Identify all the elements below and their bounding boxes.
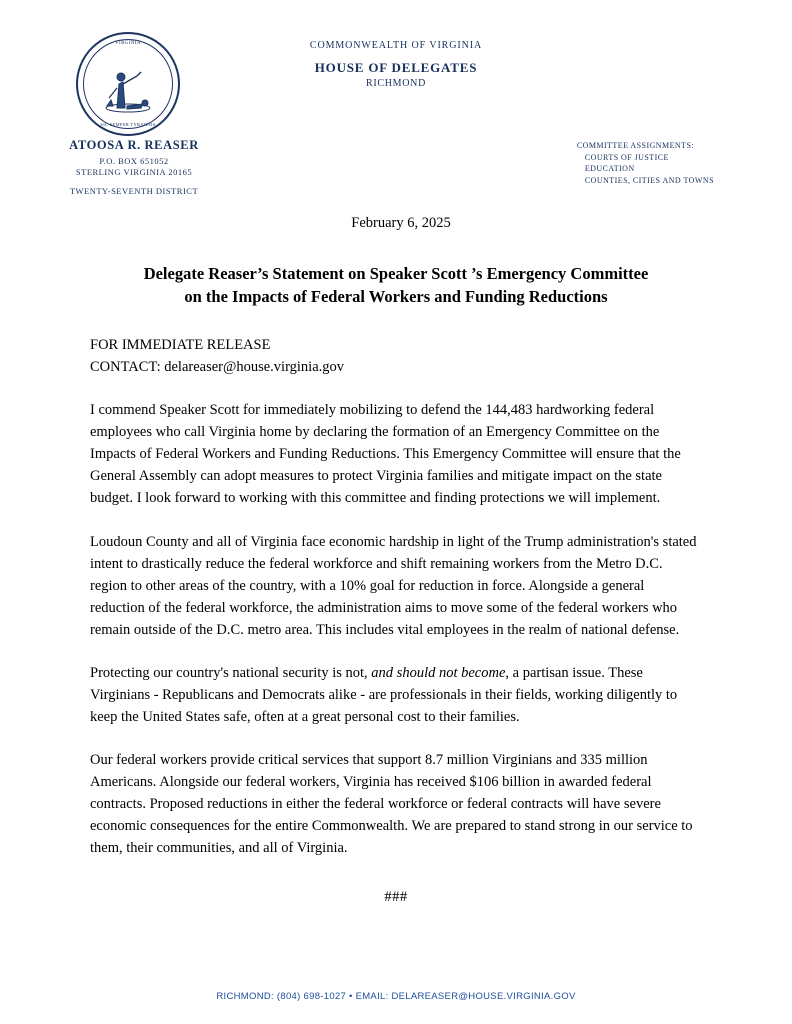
officer-address-line-2: STERLING VIRGINIA 20165 [75, 166, 193, 177]
end-of-release-mark: ### [384, 888, 408, 905]
page-title-line-2: on the Impacts of Federal Workers and Funding Reductions [184, 287, 608, 307]
seal-motto-text: SIC SEMPER TYRANNIS [100, 122, 156, 127]
officer-district: TWENTY-SEVENTH DISTRICT [69, 186, 199, 196]
committee-item: EDUCATION [584, 164, 635, 174]
paragraph-3-emphasis: and should not become [371, 664, 506, 681]
paragraph-3-part-b: , a partisan issue. These Virginians - Republicans and Democrats alike - are professionals in their fields, working diligently to keep the United States safe, often at a great personal cost to their families. [90, 664, 678, 725]
immediate-release-label: FOR IMMEDIATE RELEASE [90, 336, 271, 353]
commonwealth-label: COMMONWEALTH OF VIRGINIA [309, 40, 483, 51]
committee-item: COUNTIES, CITIES AND TOWNS [584, 175, 714, 185]
chamber-label: HOUSE OF DELEGATES [314, 60, 478, 75]
footer-contact: RICHMOND: (804) 698-1027 • EMAIL: DELAREASER@HOUSE.VIRGINIA.GOV [216, 991, 576, 1002]
seal-top-text: VIRGINIA [115, 41, 141, 46]
letter-body [90, 215, 702, 906]
officer-identity [44, 138, 224, 178]
delegate-name: ATOOSA R. REASER [69, 138, 199, 152]
body-paragraph-1: I commend Speaker Scott for immediately mobilizing to defend the 144,483 hardworking federal employees who call Virginia home by declaring the formation of an Emergency Committee on the Impacts of Federal Workers and Funding Reductions. This Emergency Committee will ensure that the General Assembly can adopt measures to protect Virginia families and mitigate impact on the state budget. I look forward to working with this committee and finding protections we will implement. [90, 402, 681, 507]
body-paragraph-2: Loudoun County and all of Virginia face economic hardship in light of the Trump administration's stated intent to drastically reduce the federal workforce and shift remaining workers from the Metro D.C. region to other areas of the country, with a 10% goal for reduction in force. Alongside a general reduction of the federal workforce, the administration aims to move some of the federal workers who remain outside of the D.C. metro area. This includes vital employees in the realm of national defense. [90, 533, 697, 638]
page-title-line-1: Delegate Reaser’s Statement on Speaker Scott ’s Emergency Committee [143, 264, 649, 283]
letter-date: February 6, 2025 [351, 215, 451, 231]
contact-line: CONTACT: delareaser@house.virginia.gov [90, 358, 345, 375]
committee-item: COURTS OF JUSTICE [584, 152, 669, 162]
paragraph-3-part-a: Protecting our country's national security is not, [90, 664, 372, 681]
committee-assignments-title: COMMITTEE ASSIGNMENTS: [576, 141, 695, 150]
letterhead [0, 0, 792, 205]
body-paragraph-4: Our federal workers provide critical services that support 8.7 million Virginians and 335 million Americans. Alongside our federal workers, Virginia has received $106 billion in awarded federal contracts. Proposed reductions in either the federal workforce or federal contracts will have severe economic consequences for the entire Commonwealth. We are prepared to stand strong in our service to them, their communities, and all of Virginia. [90, 751, 693, 856]
city-label: RICHMOND [365, 78, 427, 89]
page-title [96, 262, 696, 309]
letterhead-center [0, 40, 792, 89]
committee-assignments [577, 140, 714, 186]
body-paragraph-3 [90, 662, 702, 728]
officer-address-line-1: P.O. BOX 651052 [99, 156, 169, 166]
